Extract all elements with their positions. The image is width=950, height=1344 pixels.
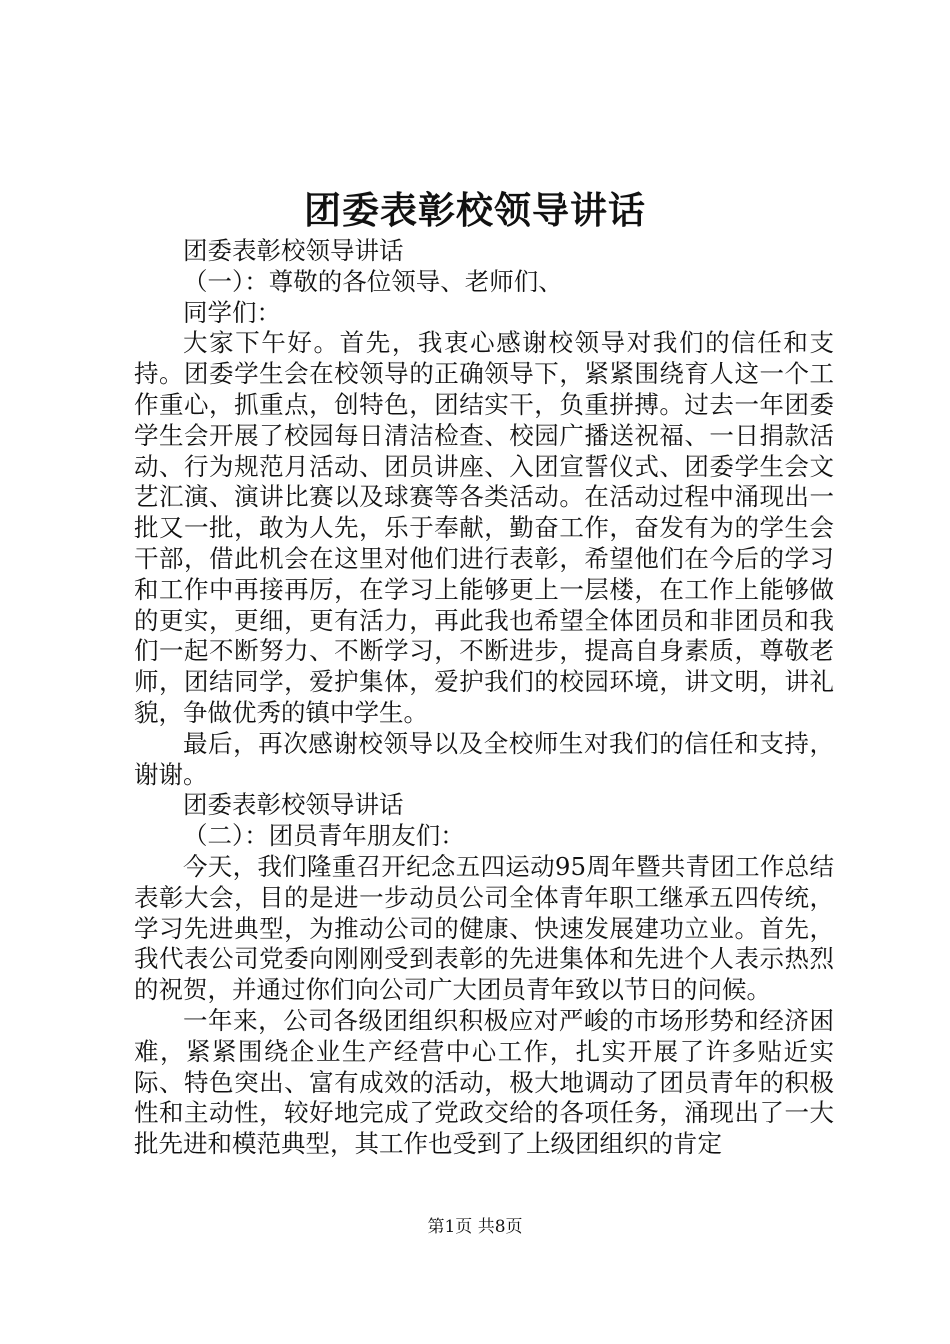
- document-body: [134, 236, 834, 1160]
- paragraph-salutation-3: （二）：团员青年朋友们：: [183, 821, 465, 851]
- paragraph-closing-1: 最后，再次感谢校领导以及全校师生对我们的信任和支持，谢谢。: [134, 728, 834, 789]
- paragraph-body-2: 今天，我们隆重召开纪念五四运动95周年暨共青团工作总结表彰大会，目的是进一步动员公司全体青年职工继承五四传统，学习先进典型，为推动公司的健康、快速发展建功立业。首先，我代表公司党委向刚刚受到表彰的先进集体和先进个人表示热烈的祝贺，并通过你们向公司广大团员青年致以节日的问候。: [134, 851, 834, 1005]
- page-number-footer: 第1页 共8页: [427, 1217, 523, 1237]
- paragraph-subtitle-1: 团委表彰校领导讲话: [183, 236, 404, 265]
- paragraph-salutation-1: （一）：尊敬的各位领导、老师们、: [183, 266, 563, 296]
- document-title: 团委表彰校领导讲话: [304, 188, 646, 232]
- paragraph-subtitle-2: 团委表彰校领导讲话: [183, 790, 404, 820]
- paragraph-body-3: 一年来，公司各级团组织积极应对严峻的市场形势和经济困难，紧紧围绕企业生产经营中心工作，扎实开展了许多贴近实际、特色突出、富有成效的活动，极大地调动了团员青年的积极性和主动性，较好地完成了党政交给的各项任务，涌现出了一大批先进和模范典型，其工作也受到了上级团组织的肯定: [134, 1005, 834, 1159]
- paragraph-body-1: 大家下午好。首先，我衷心感谢校领导对我们的信任和支持。团委学生会在校领导的正确领导下，紧紧围绕育人这一个工作重心，抓重点，创特色，团结实干，负重拼搏。过去一年团委学生会开展了校园每日清洁检查、校园广播送祝福、一日捐款活动、行为规范月活动、团员讲座、入团宣誓仪式、团委学生会文艺汇演、演讲比赛以及球赛等各类活动。在活动过程中涌现出一批又一批，敢为人先，乐于奉献，勤奋工作，奋发有为的学生会干部，借此机会在这里对他们进行表彰，希望他们在今后的学习和工作中再接再厉，在学习上能够更上一层楼，在工作上能够做的更实，更细，更有活力，再此我也希望全体团员和非团员和我们一起不断努力、不断学习，不断进步，提高自身素质，尊敬老师，团结同学，爱护集体，爱护我们的校园环境，讲文明，讲礼貌，争做优秀的镇中学生。: [134, 328, 834, 727]
- paragraph-salutation-2: 同学们：: [183, 297, 281, 327]
